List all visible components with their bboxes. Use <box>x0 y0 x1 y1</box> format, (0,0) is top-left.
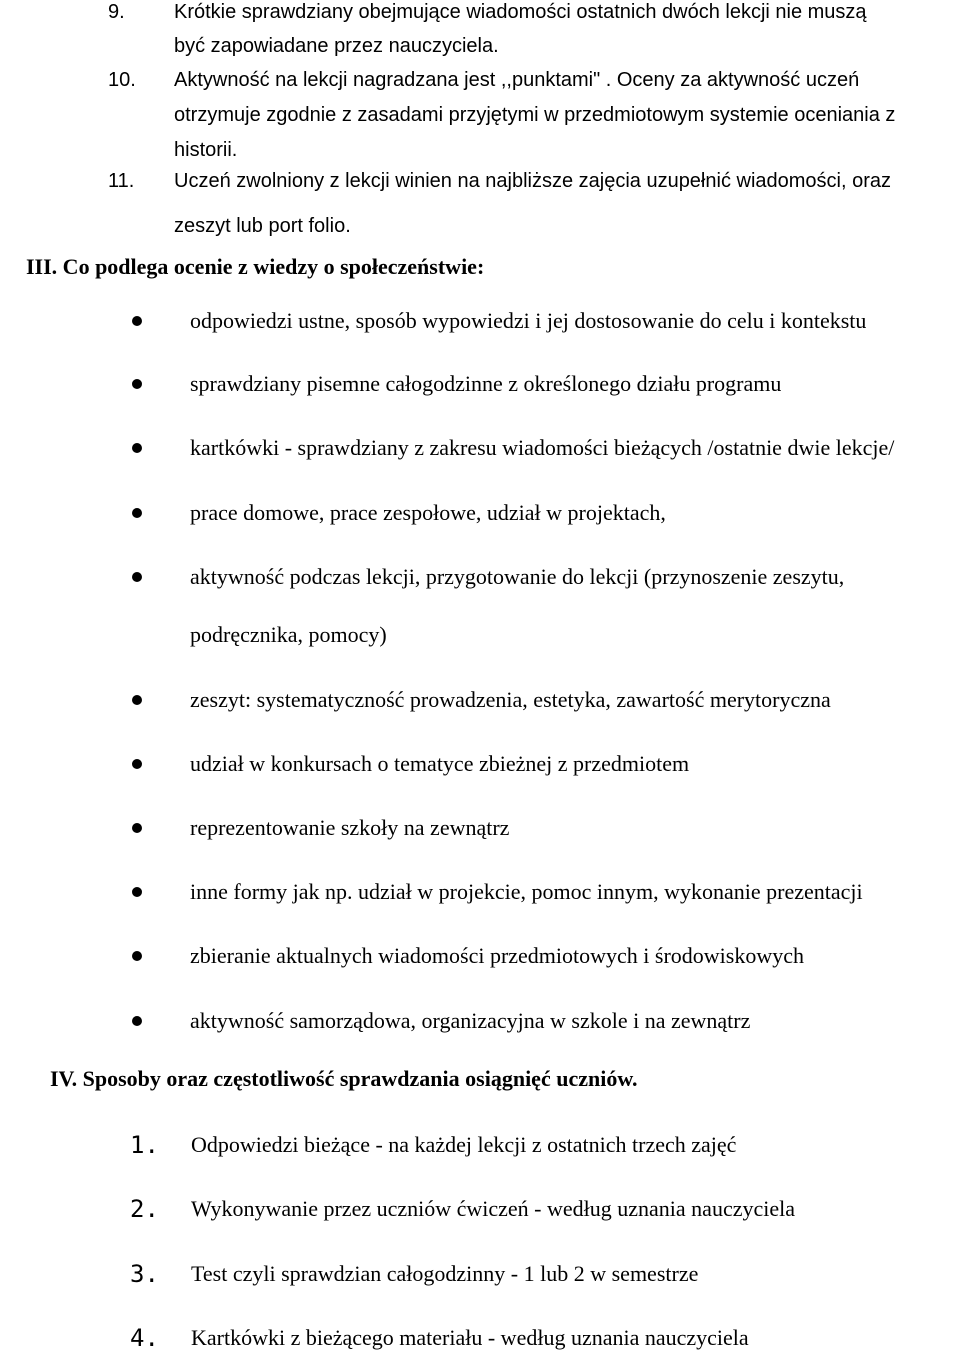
list-item-text: inne formy jak np. udział w projekcie, pomoc innym, wykonanie prezentacji <box>190 879 863 904</box>
bullet-icon <box>132 316 142 326</box>
list-item-text: zeszyt: systematyczność prowadzenia, estetyka, zawartość merytoryczna <box>190 687 831 712</box>
item-number: 4. <box>130 1324 159 1352</box>
item-number: 1. <box>130 1131 159 1159</box>
item-text-line: Aktywność na lekcji nagradzana jest ,,punktami" . Oceny za aktywność uczeń <box>174 69 860 91</box>
list-item-text: udział w konkursach o tematyce zbieżnej z przedmiotem <box>190 751 690 776</box>
item-text-line: być zapowiadane przez nauczyciela. <box>174 35 499 57</box>
bullet-icon <box>132 695 142 705</box>
item-text-line: historii. <box>174 139 238 161</box>
bullet-icon <box>132 1016 142 1026</box>
list-item-text: kartkówki - sprawdziany z zakresu wiadomości bieżących /ostatnie dwie lekcje/ <box>190 435 895 460</box>
item-number: 3. <box>130 1260 159 1288</box>
section-iii-heading: III. Co podlega ocenie z wiedzy o społeczeństwie: <box>26 254 485 279</box>
list-item-text: reprezentowanie szkoły na zewnątrz <box>190 815 510 840</box>
list-item-text: Odpowiedzi bieżące - na każdej lekcji z ostatnich trzech zajęć <box>191 1132 737 1157</box>
bullet-icon <box>132 951 142 961</box>
list-item-text-continued: podręcznika, pomocy) <box>190 622 387 647</box>
list-item-text: aktywność samorządowa, organizacyjna w szkole i na zewnątrz <box>190 1008 751 1033</box>
item-number: 11. <box>108 170 135 192</box>
item-number: 10. <box>108 69 136 91</box>
list-item-text: prace domowe, prace zespołowe, udział w projektach, <box>190 500 666 525</box>
section-iv-heading: IV. Sposoby oraz częstotliwość sprawdzania osiągnięć uczniów. <box>50 1066 638 1091</box>
bullet-icon <box>132 887 142 897</box>
list-item-text: Wykonywanie przez uczniów ćwiczeń - według uznania nauczyciela <box>191 1196 795 1221</box>
bullet-icon <box>132 823 142 833</box>
list-item-text: zbieranie aktualnych wiadomości przedmiotowych i środowiskowych <box>190 943 805 968</box>
list-item-text: Test czyli sprawdzian całogodzinny - 1 lub 2 w semestrze <box>191 1261 699 1286</box>
bullet-icon <box>132 379 142 389</box>
item-text-line: Uczeń zwolniony z lekcji winien na najbliższe zajęcia uzupełnić wiadomości, oraz <box>174 170 892 192</box>
list-item-text: sprawdziany pisemne całogodzinne z określonego działu programu <box>190 371 782 396</box>
bullet-icon <box>132 443 142 453</box>
list-item-text: Kartkówki z bieżącego materiału - według uznania nauczyciela <box>191 1325 749 1350</box>
item-number: 9. <box>108 1 125 23</box>
bullet-icon <box>132 508 142 518</box>
bullet-icon <box>132 572 142 582</box>
list-item-text: odpowiedzi ustne, sposób wypowiedzi i jej dostosowanie do celu i kontekstu <box>190 308 867 333</box>
item-text-line: zeszyt lub port folio. <box>174 215 351 237</box>
list-item-text: aktywność podczas lekcji, przygotowanie do lekcji (przynoszenie zeszytu, <box>190 564 845 589</box>
item-text-line: otrzymuje zgodnie z zasadami przyjętymi w przedmiotowym systemie oceniania z <box>174 104 896 126</box>
item-number: 2. <box>130 1195 159 1223</box>
item-text-line: Krótkie sprawdziany obejmujące wiadomości ostatnich dwóch lekcji nie muszą <box>174 1 867 23</box>
bullet-icon <box>132 759 142 769</box>
